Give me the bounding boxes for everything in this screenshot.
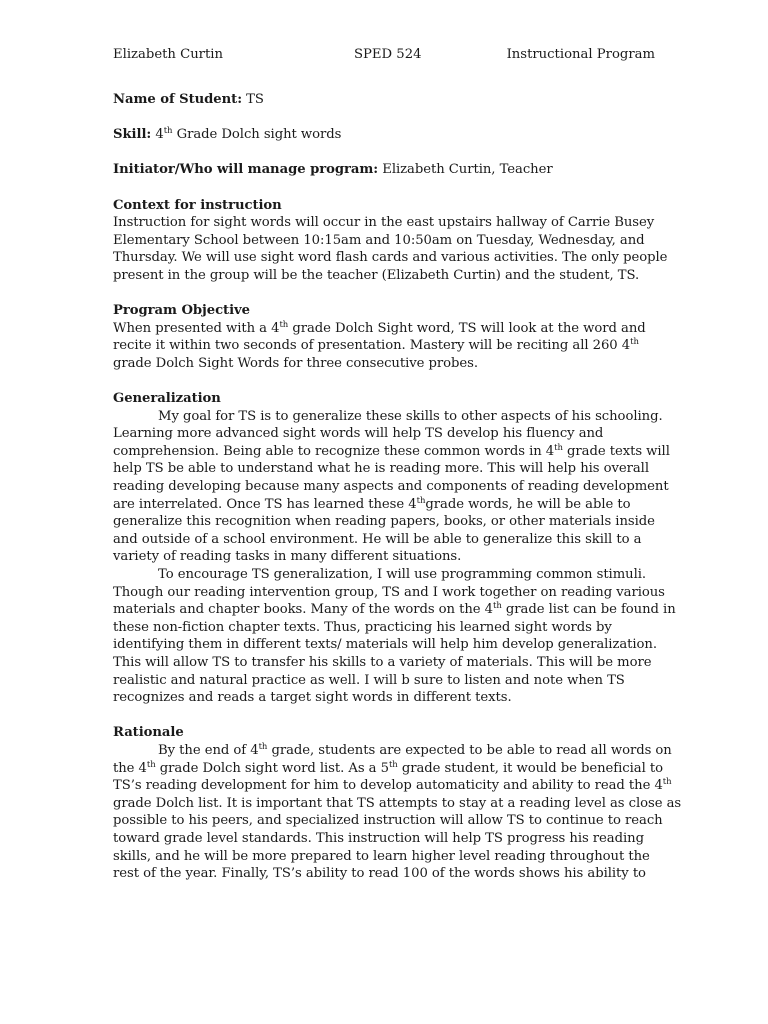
- context-line: Instruction for sight words will occur in the east upstairs hallway of Carrie Busey: [113, 215, 655, 231]
- generalization-line: realistic and natural practice as well. I will b sure to listen and note when TS: [113, 672, 625, 688]
- context-heading: Context for instruction: [113, 197, 282, 213]
- generalization-line: materials and chapter books. Many of the words on the 4th grade list can be found in: [113, 601, 676, 618]
- generalization-line: This will allow TS to transfer his skills to a variety of materials. This will be more: [113, 655, 652, 670]
- generalization-heading: Generalization: [113, 391, 221, 407]
- initiator-line: [113, 161, 658, 179]
- context-line: Elementary School between 10:15am and 10:50am on Tuesday, Wednesday, and: [113, 232, 645, 248]
- generalization-line: variety of reading tasks in many different situations.: [113, 549, 462, 565]
- objective-line: recite it within two seconds of presentation. Mastery will be reciting all 260 4th: [113, 337, 639, 354]
- skill-label: Skill:: [113, 127, 152, 143]
- context-line: Thursday. We will use sight word flash cards and various activities. The only people: [113, 250, 668, 266]
- generalization-line: identifying them in different texts/ materials will help him develop generalization.: [113, 637, 657, 653]
- generalization-line: help TS be able to understand what he is reading more. This will help his overall: [113, 461, 650, 477]
- rationale-line: grade Dolch list. It is important that TS attempts to stay at a reading level as close as: [113, 795, 682, 811]
- rationale-line: TS’s reading development for him to develop automaticity and ability to read the 4th: [113, 777, 672, 794]
- header-author: Elizabeth Curtin: [113, 47, 224, 62]
- rationale-line: toward grade level standards. This instruction will help TS progress his reading: [113, 830, 644, 846]
- header-course: SPED 524: [354, 47, 422, 62]
- skill-value: Grade Dolch sight words: [176, 127, 342, 143]
- student-label: Name of Student:: [113, 92, 242, 107]
- rationale-line: skills, and he will be more prepared to learn higher level reading throughout the: [113, 848, 650, 864]
- generalization-line: these non-fiction chapter texts. Thus, practicing his learned sight words by: [113, 619, 612, 635]
- generalization-line: are interrelated. Once TS has learned these 4thgrade words, he will be able to: [113, 495, 631, 512]
- student-line: [113, 91, 658, 109]
- skill-grade-sup: th: [163, 126, 173, 137]
- context-line: present in the group will be the teacher (Elizabeth Curtin) and the student, TS.: [113, 267, 640, 283]
- skill-grade-num: 4: [155, 127, 164, 143]
- generalization-line: To encourage TS generalization, I will use programming common stimuli.: [158, 567, 647, 583]
- generalization-line: comprehension. Being able to recognize these common words in 4th grade texts will: [113, 442, 670, 459]
- generalization-line: Though our reading intervention group, TS and I work together on reading various: [113, 584, 665, 600]
- generalization-line: and outside of a school environment. He will be able to generalize this skill to a: [113, 531, 642, 547]
- objective-line: When presented with a 4th grade Dolch Sight word, TS will look at the word and: [113, 319, 646, 336]
- generalization-line: recognizes and reads a target sight words in different texts.: [113, 690, 512, 706]
- page-header: [113, 45, 655, 65]
- rationale-line: rest of the year. Finally, TS’s ability to read 100 of the words shows his ability to: [113, 866, 646, 882]
- generalization-line: generalize this recognition when reading papers, books, or other materials inside: [113, 514, 655, 530]
- generalization-line: reading developing because many aspects and components of reading development: [113, 479, 669, 495]
- generalization-line: Learning more advanced sight words will help TS develop his fluency and: [113, 426, 604, 442]
- skill-line: [113, 126, 658, 144]
- initiator-value: Elizabeth Curtin, Teacher: [382, 162, 553, 178]
- initiator-label: Initiator/Who will manage program:: [113, 162, 379, 178]
- student-value: TS: [246, 92, 264, 107]
- rationale-line: possible to his peers, and specialized instruction will allow TS to continue to reach: [113, 813, 663, 829]
- generalization-line: My goal for TS is to generalize these skills to other aspects of his schooling.: [158, 408, 663, 424]
- rationale-line: By the end of 4th grade, students are expected to be able to read all words on: [158, 741, 672, 758]
- objective-heading: Program Objective: [113, 303, 250, 319]
- rationale-heading: Rationale: [113, 725, 184, 741]
- document-body: [113, 91, 682, 883]
- header-title: Instructional Program: [506, 47, 655, 62]
- objective-line: grade Dolch Sight Words for three consecutive probes.: [113, 355, 478, 371]
- rationale-line: the 4th grade Dolch sight word list. As a 5th grade student, it would be beneficial to: [113, 759, 663, 776]
